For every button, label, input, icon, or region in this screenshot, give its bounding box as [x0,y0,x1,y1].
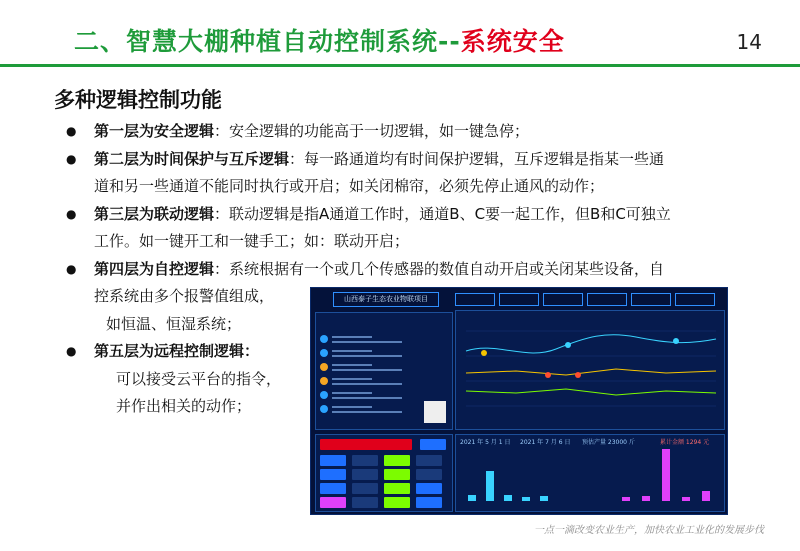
bullet-title: 第二层为时间保护与互斥逻辑 [94,149,290,168]
start-button[interactable] [420,439,446,450]
device-row [320,403,420,416]
bullet-continuation: 并作出相关的动作； [116,397,252,415]
dashboard-nav-tab [675,293,715,306]
total-amount: 累计金额 1294 元 [660,439,710,446]
bullet-title: 第五层为远程控制逻辑： [94,342,260,360]
page-number: 14 [736,30,762,54]
bullet-dot-icon: ● [66,206,77,221]
title-main: 二、智慧大棚种植自动控制系统-- [74,27,461,56]
device-row [320,389,420,402]
bullet-continuation: 可以接受云平台的指令， [116,369,282,388]
device-row [320,333,420,346]
footer-slogan: 一点一滴改变农业生产，加快农业工业化的发展步伐 [534,525,764,536]
slide-title [74,22,565,58]
bullet-title: 第一层为安全逻辑 [94,122,215,140]
emergency-stop-button[interactable] [320,439,412,450]
control-button[interactable] [320,455,346,466]
dashboard-screenshot [310,287,728,515]
dashboard-nav-tab [587,293,627,306]
bullet-continuation: 如恒温、恒湿系统； [106,314,242,333]
dashboard-title: 山西泰子生态农业物联项目 [333,292,439,307]
control-button[interactable] [320,469,346,480]
device-row [320,361,420,374]
bullet-item [56,256,736,284]
bullet-dot-icon: ● [66,151,77,166]
control-button[interactable] [416,497,442,508]
yield-estimate: 预估产量 23000 斤 [582,439,635,446]
title-highlight: 系统安全 [460,27,565,56]
title-divider [0,64,800,67]
bullet-text: ：安全逻辑的功能高于一切逻辑，如一键急停； [214,122,530,140]
bar-charts [456,435,724,511]
end-date: 2021 年 7 月 6 日 [520,439,571,446]
section-heading: 多种逻辑控制功能 [54,88,222,112]
bullet-text: ：系统根据有一个或几个传感器的数值自动开启或关闭某些设备，自 [214,259,665,278]
control-button[interactable] [352,497,378,508]
bullet-title: 第四层为自控逻辑 [94,259,215,278]
start-date: 2021 年 5 月 1 日 [460,439,511,446]
control-button[interactable] [320,483,346,494]
bullet-title: 第三层为联动逻辑 [94,204,215,223]
control-button[interactable] [416,483,442,494]
bullet-dot-icon: ● [66,261,77,276]
bullet-dot-icon: ● [66,124,77,138]
bullet-continuation: 道和另一些通道不能同时执行或开启；如关闭棉帘，必须先停止通风的动作； [94,177,605,195]
bullet-text: ：每一路通道均有时间保护逻辑，互斥逻辑是指某一些通 [289,149,665,168]
device-row [320,347,420,360]
control-button-panel [315,434,453,512]
control-button[interactable] [384,483,410,494]
control-button[interactable] [352,483,378,494]
qr-code-icon [424,401,446,423]
statistics-panel [455,434,725,512]
bullet-continuation: 控系统由多个报警值组成， [94,287,275,305]
control-button[interactable] [416,469,442,480]
control-button[interactable] [320,497,346,508]
trend-chart-panel [455,310,725,430]
dashboard-nav-tab [543,293,583,306]
control-button[interactable] [384,469,410,480]
bullet-continuation: 工作。如一键开工和一键手工；如：联动开启； [94,232,410,250]
bullet-text: ：联动逻辑是指A通道工作时，通道B、C要一起工作，但B和C可独立 [214,204,671,223]
control-button[interactable] [384,455,410,466]
bullet-dot-icon: ● [66,344,77,358]
control-button[interactable] [384,497,410,508]
control-button[interactable] [416,455,442,466]
device-row [320,375,420,388]
bullet-item [56,146,736,174]
dashboard-nav-tab [499,293,539,306]
device-status-panel [315,312,453,430]
trend-chart [456,311,724,429]
dashboard-nav-tab [631,293,671,306]
dashboard-nav-tab [455,293,495,306]
bullet-item [56,201,736,229]
bullet-item [56,118,736,146]
control-button[interactable] [352,455,378,466]
control-button[interactable] [352,469,378,480]
